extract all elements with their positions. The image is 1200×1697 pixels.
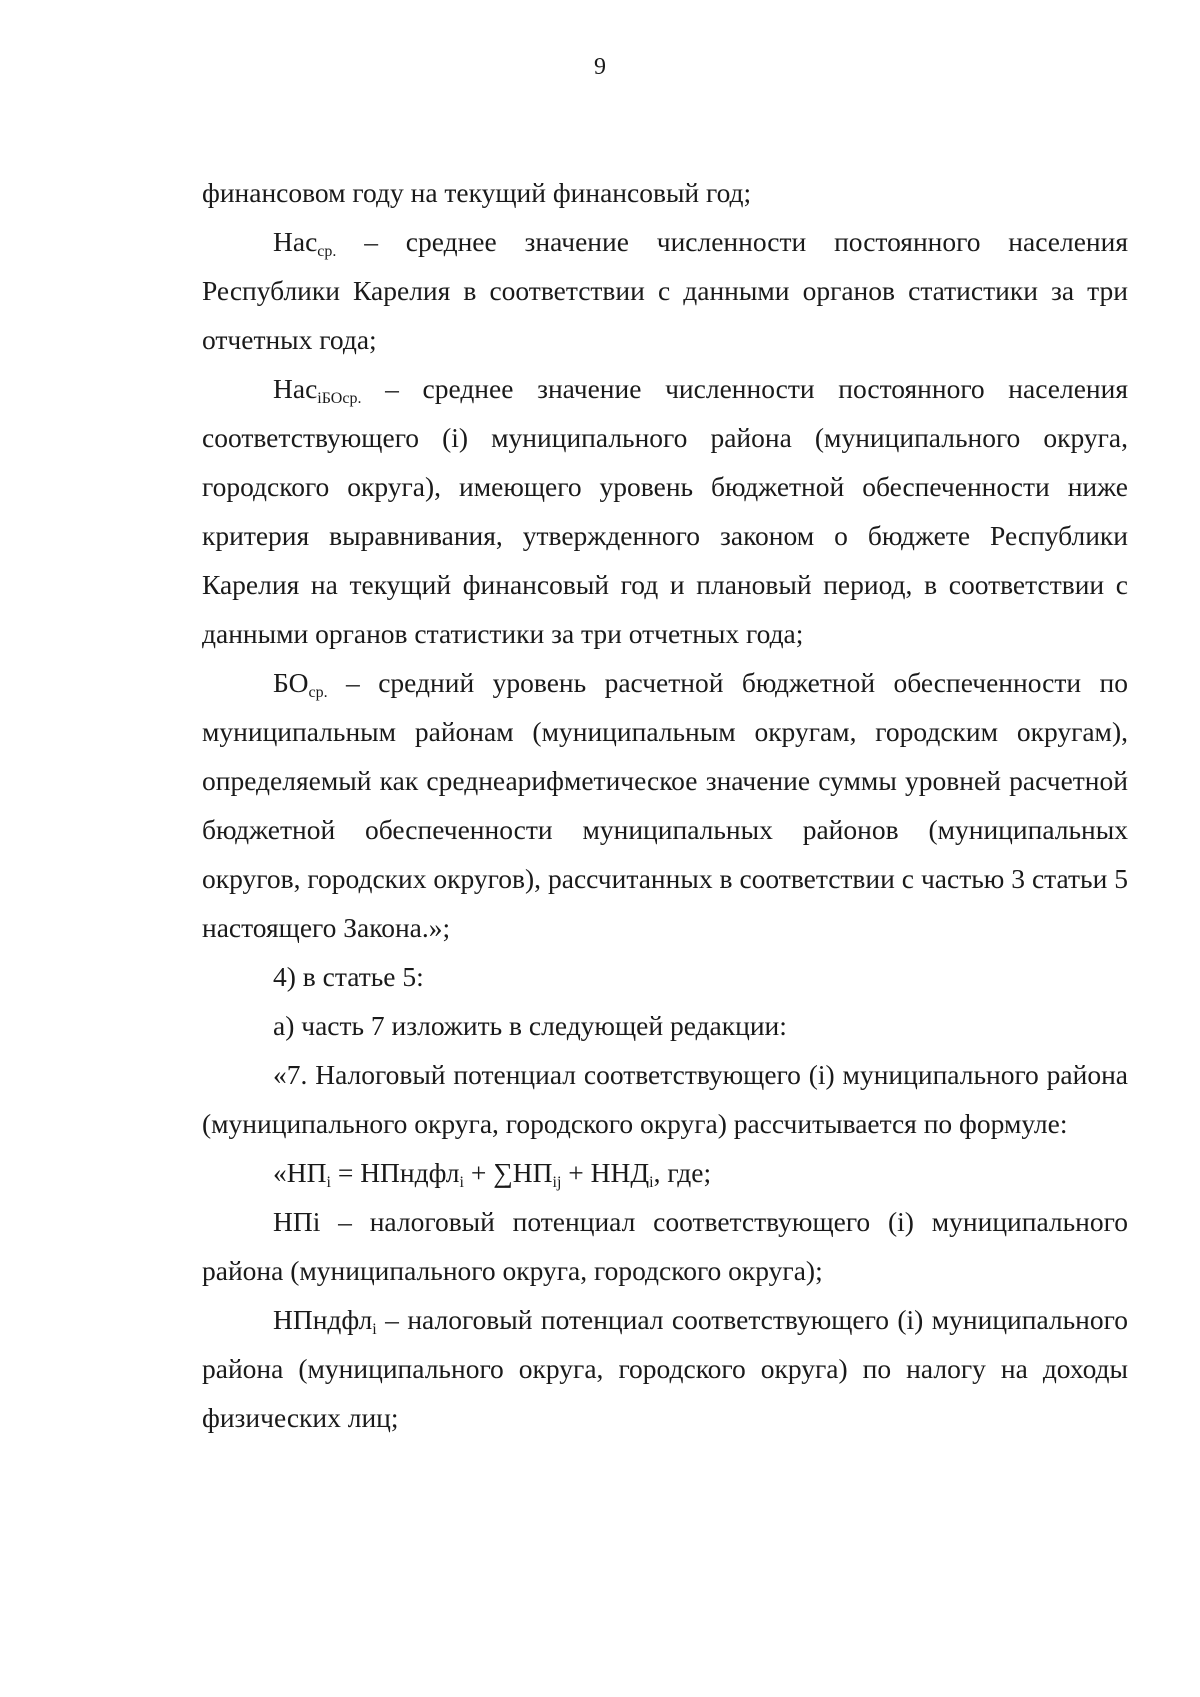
definition-term: БО — [273, 667, 309, 698]
definition-text: – среднее значение численности постоянного населения соответствующего (i) муниципального района (муниципального округа, городского округа), имеющего уровень бюджетной обеспеченности ниже критерия выравнивания, утвержденного законом о бюджете Республики Карелия на текущий финансовый год и плановый период, в соответствии с данными органов статистики за три отчетных года; — [202, 373, 1128, 649]
definition-term: НПндфл — [273, 1304, 373, 1335]
list-item-a — [202, 1001, 1128, 1050]
formula-part: + ∑НП — [463, 1157, 553, 1188]
definition-term-subscript: iБОср. — [317, 390, 362, 407]
definition-term: Нас — [273, 373, 318, 404]
formula-subscript: i — [459, 1174, 464, 1191]
page-number: 9 — [594, 54, 606, 80]
definition-text: – налоговый потенциал соответствующего (i) муниципального района (муниципального округа, городского округа) по налогу на доходы физических лиц; — [202, 1304, 1128, 1433]
definition-term-subscript: i — [372, 1321, 377, 1338]
definition-term: Нас — [273, 226, 318, 257]
formula-part: = НПндфл — [330, 1157, 460, 1188]
formula-part: , где; — [653, 1157, 712, 1188]
definition-text: – средний уровень расчетной бюджетной обеспеченности по муниципальным районам (муниципальным округам, городским округам), определяемый как среднеарифметическое значение суммы уровней расчетной бюджетной обеспеченности муниципальных районов (муниципальных округов, городских округов), рассчитанных в соответствии с частью 3 статьи 5 настоящего Закона.»; — [202, 667, 1128, 943]
document-body — [202, 168, 1128, 1442]
definition-nas-avg — [202, 217, 1128, 364]
definition-np-i — [202, 1197, 1128, 1295]
definition-bo-avg — [202, 658, 1128, 952]
list-item-4 — [202, 952, 1128, 1001]
definition-np-ndfl — [202, 1295, 1128, 1442]
paragraph-text: а) часть 7 изложить в следующей редакции: — [273, 1010, 787, 1041]
formula-part: + ННД — [561, 1157, 650, 1188]
paragraph-text: 4) в статье 5: — [273, 961, 424, 992]
formula-subscript: ij — [552, 1174, 562, 1191]
definition-text: – среднее значение численности постоянного населения Республики Карелия в соответствии с данными органов статистики за три отчетных года; — [202, 226, 1128, 355]
paragraph-text: финансовом году на текущий финансовый год; — [202, 177, 752, 208]
formula-subscript: i — [326, 1174, 331, 1191]
paragraph-text: НПi – налоговый потенциал соответствующего (i) муниципального района (муниципального округа, городского округа); — [202, 1206, 1128, 1286]
definition-term-subscript: ср. — [317, 243, 337, 260]
paragraph-continuation — [202, 168, 1128, 217]
formula-part: «НП — [273, 1157, 327, 1188]
definition-nas-municipal — [202, 364, 1128, 658]
paragraph-text: «7. Налоговый потенциал соответствующего (i) муниципального района (муниципального округа, городского округа) рассчитывается по формуле: — [202, 1059, 1128, 1139]
formula-subscript: i — [649, 1174, 654, 1191]
formula — [202, 1148, 1128, 1197]
definition-term-subscript: ср. — [308, 684, 328, 701]
clause-7 — [202, 1050, 1128, 1148]
